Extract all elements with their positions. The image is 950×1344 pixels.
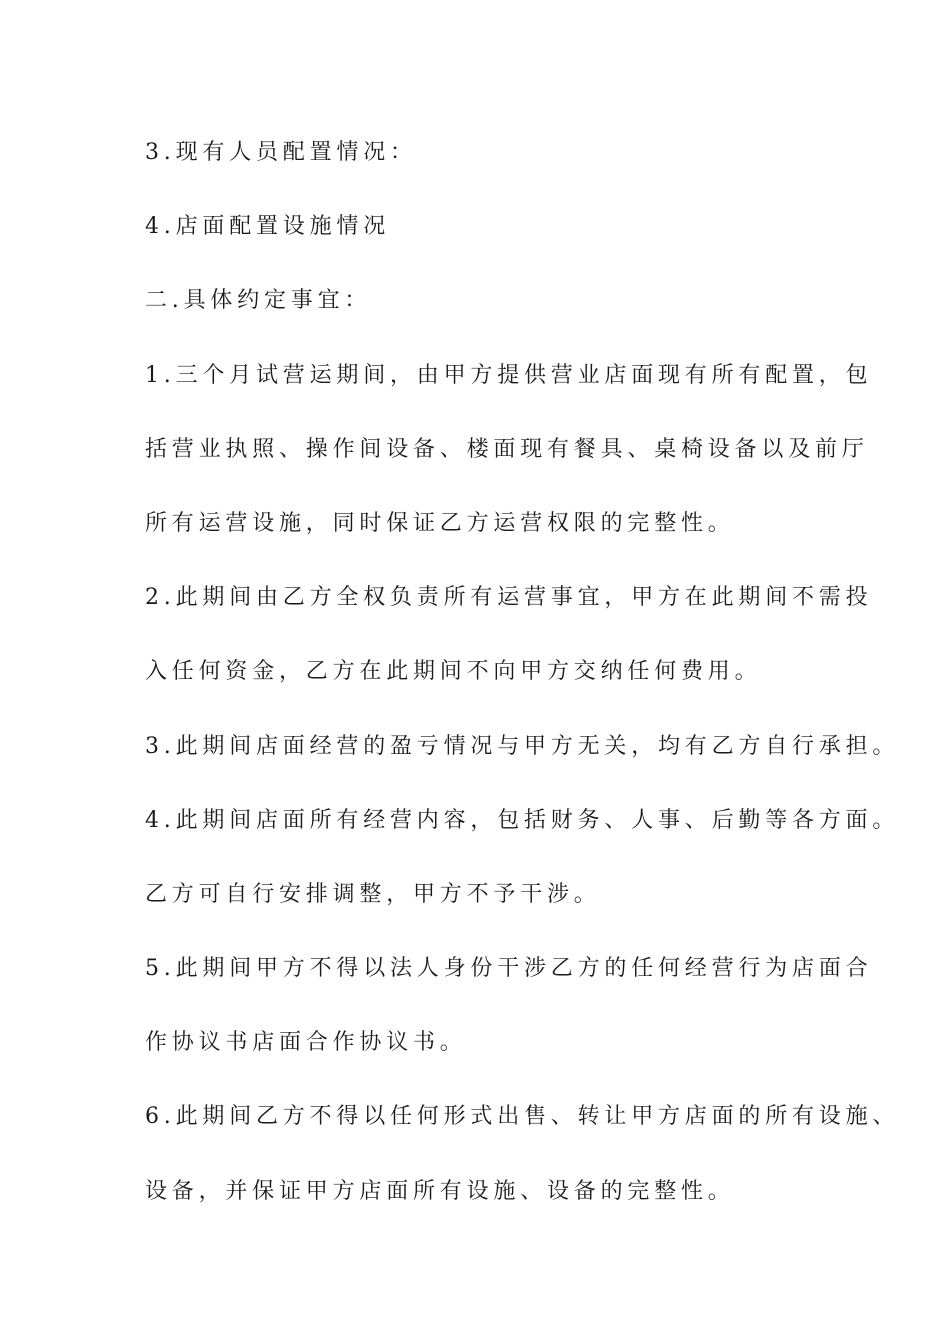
clause-3-line-1: 3.此期间店面经营的盈亏情况与甲方无关，均有乙方自行承担。 (145, 733, 900, 759)
clause-5-line-1: 5.此期间甲方不得以法人身份干涉乙方的任何经营行为店面合 (145, 956, 873, 982)
section-heading-terms: 二.具体约定事宜： (145, 288, 372, 314)
clause-6-line-2: 设备，并保证甲方店面所有设施、设备的完整性。 (145, 1178, 735, 1204)
clause-1-line-2: 括营业执照、操作间设备、楼面现有餐具、桌椅设备以及前厅 (145, 436, 869, 462)
document-body (145, 134, 900, 1247)
section-item-facilities: 4.店面配置设施情况 (145, 214, 390, 240)
clause-4-line-2: 乙方可自行安排调整，甲方不予干涉。 (145, 881, 601, 907)
clause-1-line-3: 所有运营设施，同时保证乙方运营权限的完整性。 (145, 510, 735, 536)
clause-4-line-1: 4.此期间店面所有经营内容，包括财务、人事、后勤等各方面。 (145, 807, 900, 833)
clause-5-line-2: 作协议书店面合作协议书。 (145, 1030, 467, 1056)
clause-6-line-1: 6.此期间乙方不得以任何形式出售、转让甲方店面的所有设施、 (145, 1104, 900, 1130)
clause-2-line-2: 入任何资金，乙方在此期间不向甲方交纳任何费用。 (145, 659, 762, 685)
section-item-staff: 3.现有人员配置情况： (145, 140, 417, 165)
clause-1-line-1: 1.三个月试营运期间，由甲方提供营业店面现有所有配置，包 (145, 362, 873, 388)
clause-2-line-1: 2.此期间由乙方全权负责所有运营事宜，甲方在此期间不需投 (145, 585, 873, 611)
